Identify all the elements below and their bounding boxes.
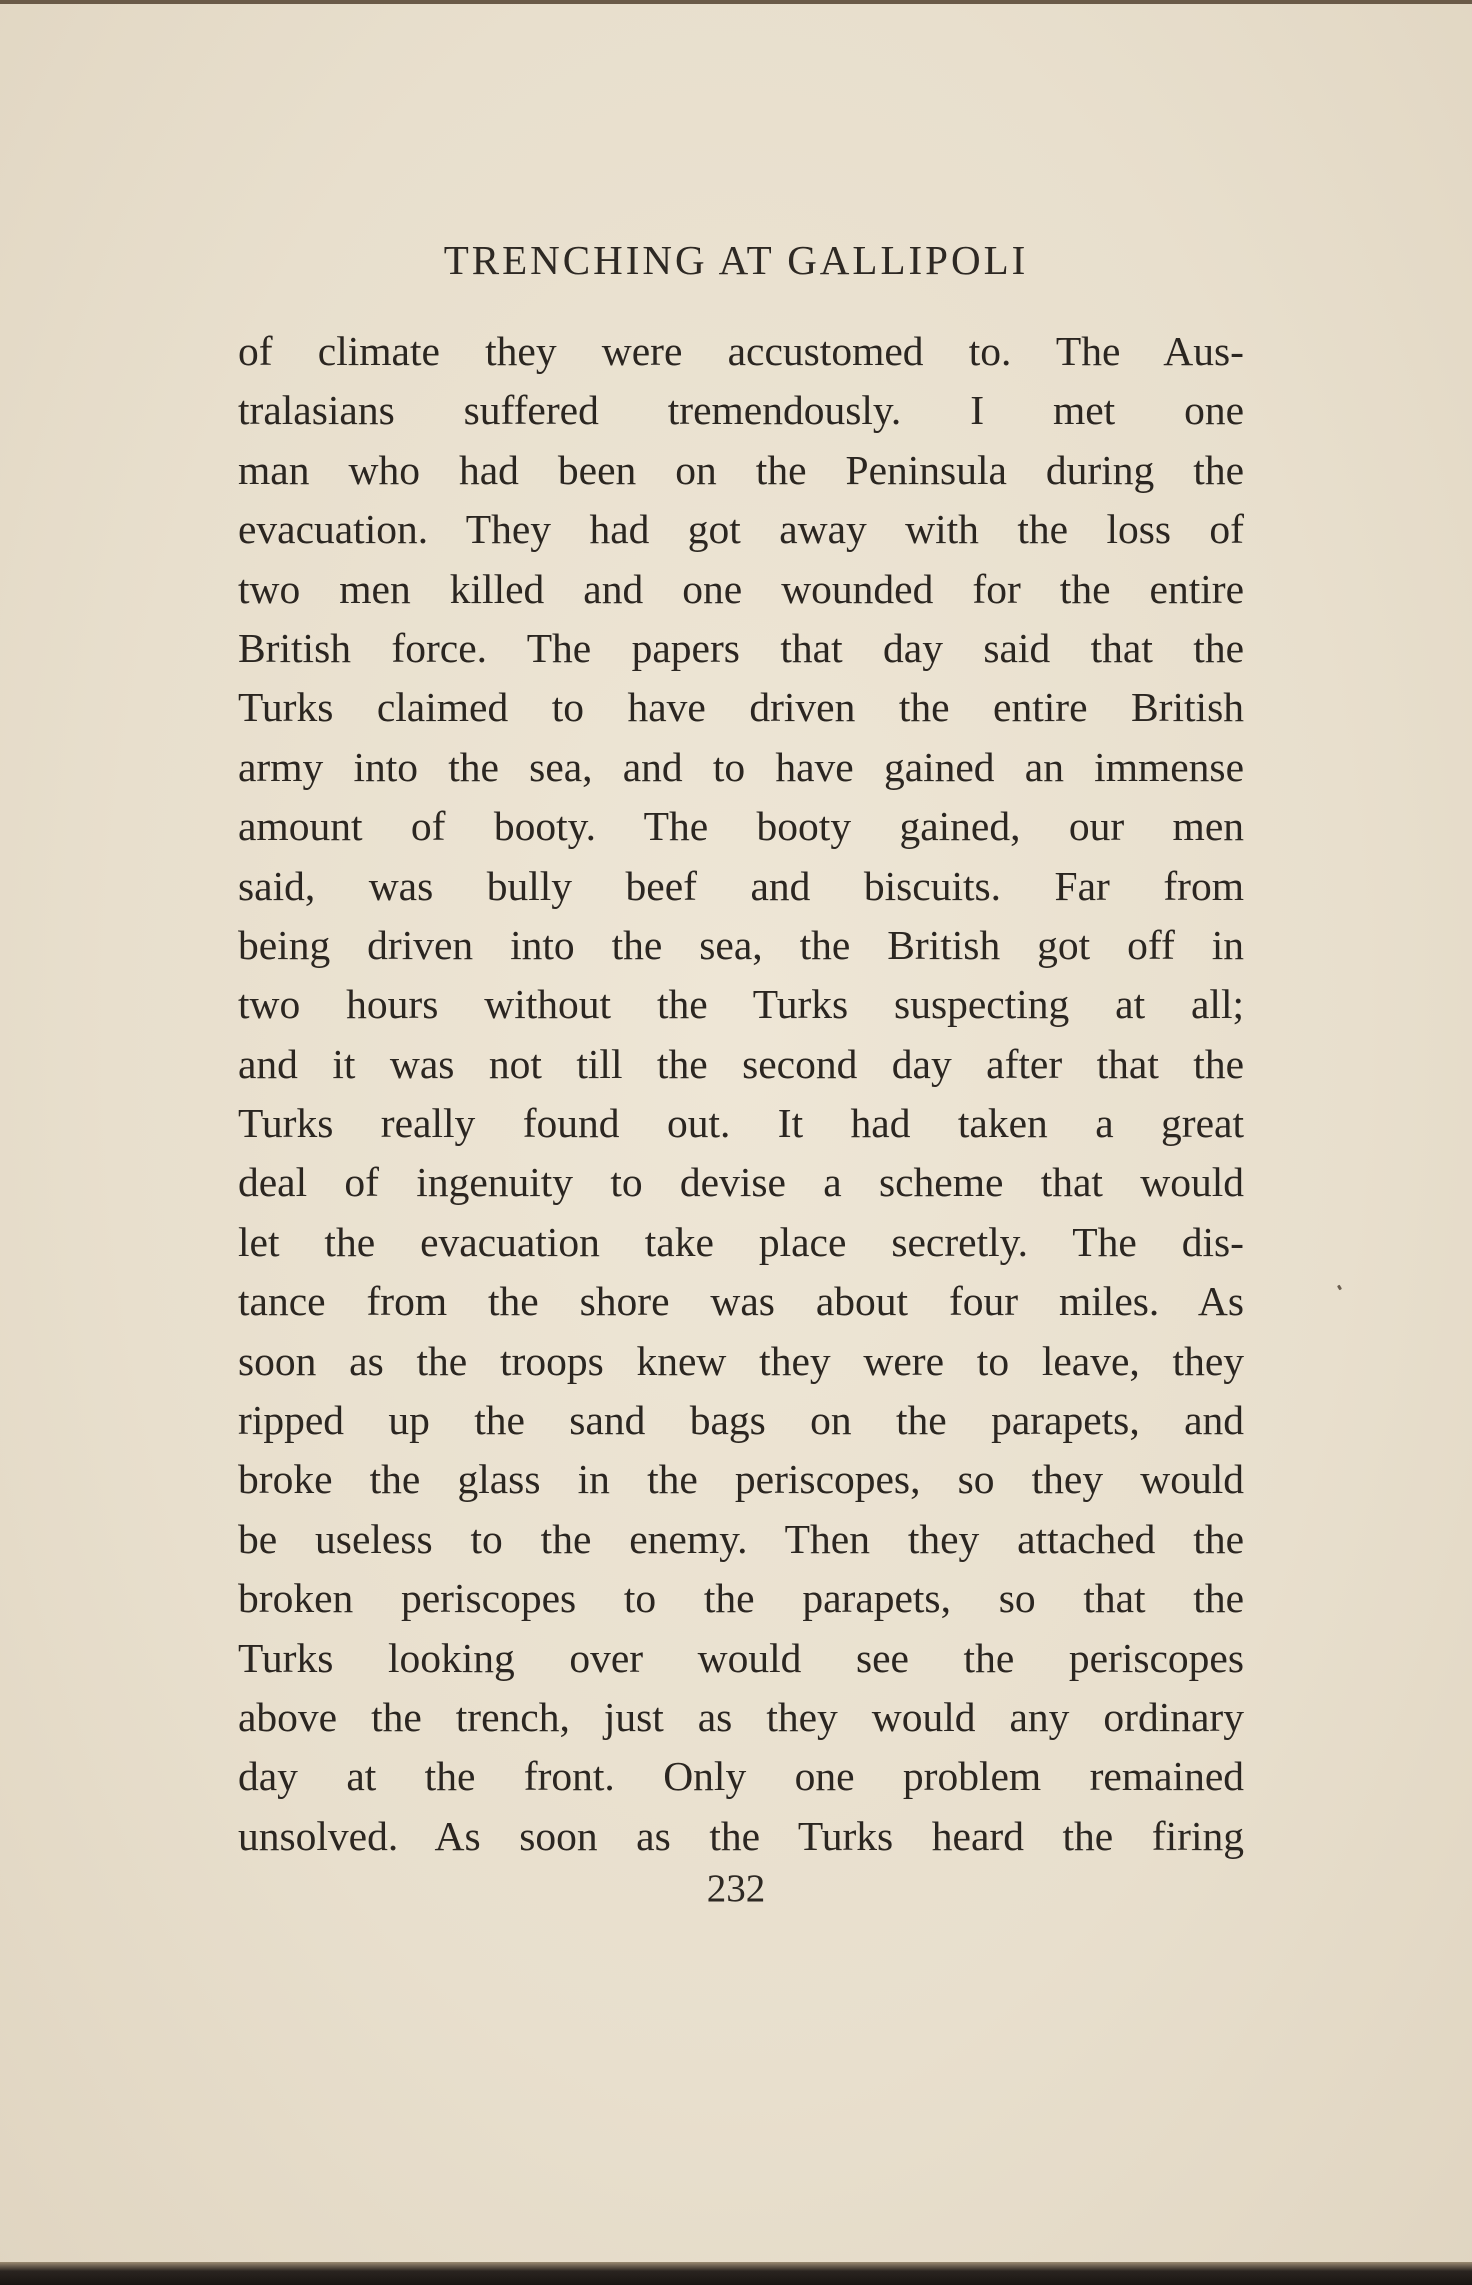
text-line: Turks claimed to have driven the entire British — [238, 684, 1244, 731]
text-line: army into the sea, and to have gained an immense — [238, 743, 1244, 790]
paper-speck — [1337, 1285, 1342, 1291]
text-line: being driven into the sea, the British got off in — [238, 921, 1244, 968]
text-line: let the evacuation take place secretly. The dis- — [238, 1218, 1244, 1265]
body-text — [238, 322, 1244, 1866]
page-bottom-edge — [0, 2262, 1472, 2285]
page-number: 232 — [706, 1867, 766, 1910]
text-line: evacuation. They had got away with the loss of — [238, 506, 1244, 553]
text-line: and it was not till the second day after that the — [238, 1040, 1244, 1087]
text-line: of climate they were accustomed to. The Aus- — [238, 328, 1244, 374]
text-line: Turks really found out. It had taken a great — [238, 1100, 1244, 1147]
text-line: two men killed and one wounded for the entire — [238, 565, 1244, 612]
text-line: man who had been on the Peninsula during the — [238, 446, 1244, 493]
text-line: Turks looking over would see the periscopes — [238, 1634, 1244, 1681]
text-line: deal of ingenuity to devise a scheme that would — [238, 1159, 1244, 1206]
text-line: day at the front. Only one problem remained — [238, 1753, 1244, 1800]
text-line: amount of booty. The booty gained, our men — [238, 803, 1244, 850]
text-line: two hours without the Turks suspecting at all; — [238, 981, 1244, 1028]
text-line: above the trench, just as they would any ordinary — [238, 1693, 1244, 1740]
text-line: ripped up the sand bags on the parapets, and — [238, 1397, 1244, 1444]
text-line: broke the glass in the periscopes, so they would — [238, 1456, 1244, 1503]
text-line: tance from the shore was about four miles. As — [238, 1278, 1244, 1325]
text-line: be useless to the enemy. Then they attached the — [238, 1515, 1244, 1562]
running-head: TRENCHING AT GALLIPOLI — [443, 237, 1029, 283]
text-line: soon as the troops knew they were to leave, they — [238, 1337, 1244, 1384]
text-line: British force. The papers that day said that the — [238, 624, 1244, 671]
text-line: broken periscopes to the parapets, so that the — [238, 1575, 1244, 1622]
text-line: unsolved. As soon as the Turks heard the firing — [238, 1812, 1244, 1859]
page-top-edge — [0, 0, 1472, 4]
text-line: said, was bully beef and biscuits. Far from — [238, 862, 1244, 909]
text-line: tralasians suffered tremendously. I met one — [238, 387, 1244, 434]
